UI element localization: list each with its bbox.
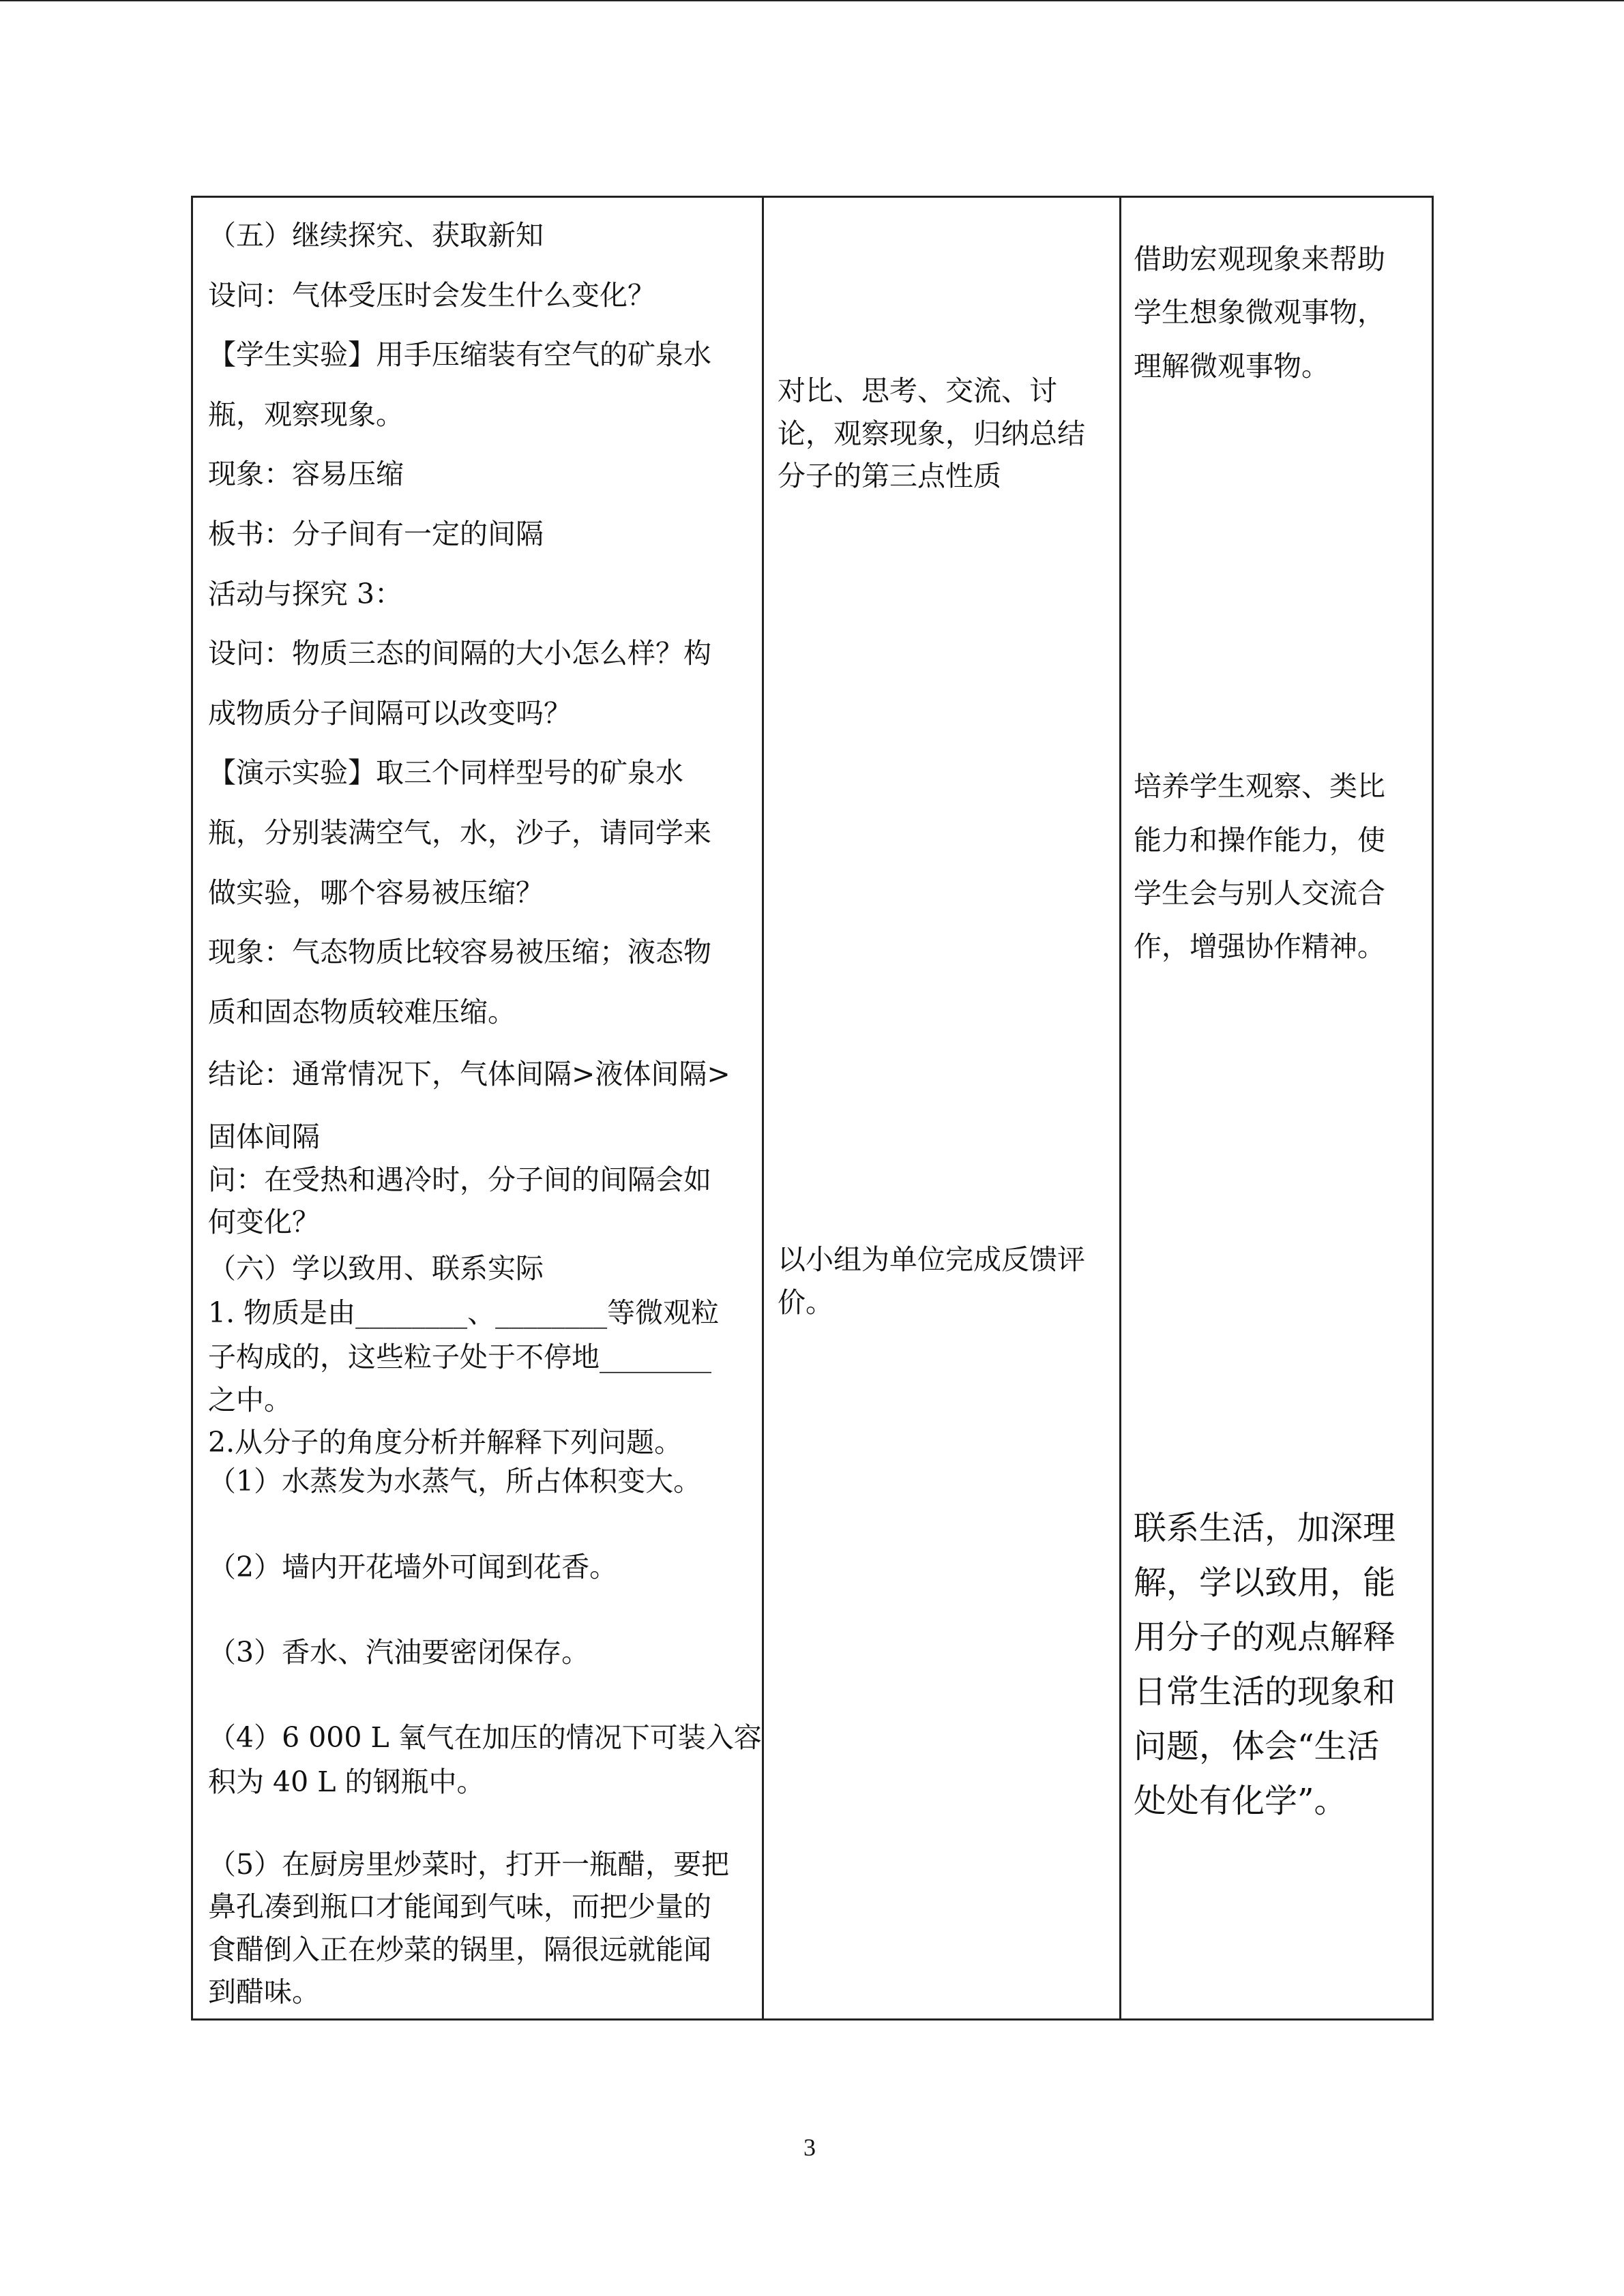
col1-line: （六）学以致用、联系实际	[208, 1252, 544, 1285]
col3-line: 问题，体会“生活	[1134, 1727, 1380, 1765]
col3-line: 能力和操作能力，使	[1134, 824, 1385, 856]
col2-line: 以小组为单位完成反馈评	[778, 1243, 1085, 1276]
col2-line: 价。	[778, 1286, 833, 1319]
col1-line: （5）在厨房里炒菜时，打开一瓶醋，要把	[208, 1848, 730, 1881]
col1-line: （五）继续探究、获取新知	[208, 219, 544, 252]
col3-line: 培养学生观察、类比	[1134, 770, 1385, 803]
column-divider-2	[1119, 198, 1121, 2018]
col2-line: 论，观察现象，归纳总结	[778, 417, 1085, 450]
col1-line: 活动与探究 3：	[208, 578, 403, 610]
col1-line: 【学生实验】用手压缩装有空气的矿泉水	[208, 338, 711, 371]
col1-line: 到醋味。	[208, 1976, 320, 2008]
col1-line: 瓶，观察现象。	[208, 398, 404, 431]
col1-line: 现象：容易压缩	[208, 458, 404, 490]
col3-line: 用分子的观点解释	[1134, 1618, 1396, 1656]
col1-line: 之中。	[208, 1384, 292, 1416]
col1-line: 设问：物质三态的间隔的大小怎么样？构	[208, 637, 711, 670]
col1-line: 固体间隔	[208, 1120, 320, 1153]
col1-line: 食醋倒入正在炒菜的锅里，隔很远就能闻	[208, 1933, 711, 1966]
col3-line: 学生想象微观事物，	[1134, 296, 1385, 329]
col3-line: 作，增强协作精神。	[1134, 930, 1385, 963]
col1-line: 结论：通常情况下，气体间隔>液体间隔>	[208, 1058, 730, 1090]
col2-line: 对比、思考、交流、讨	[778, 374, 1057, 407]
col1-line: 做实验，哪个容易被压缩？	[208, 876, 544, 909]
col2-line: 分子的第三点性质	[778, 460, 1001, 492]
col1-line: （4）6 000 L 氧气在加压的情况下可装入容	[208, 1721, 762, 1754]
col1-line: 问：在受热和遇冷时，分子间的间隔会如	[208, 1163, 711, 1196]
col3-line: 理解微观事物。	[1134, 350, 1329, 383]
col1-line: 设问：气体受压时会发生什么变化？	[208, 279, 655, 312]
col3-line: 解，学以致用，能	[1134, 1564, 1396, 1602]
col3-line: 日常生活的现象和	[1134, 1673, 1396, 1711]
col1-line: 成物质分子间隔可以改变吗？	[208, 697, 572, 730]
col1-line: 质和固态物质较难压缩。	[208, 996, 516, 1028]
col3-line: 借助宏观现象来帮助	[1134, 243, 1385, 275]
col1-line: （1）水蒸发为水蒸气，所占体积变大。	[208, 1465, 702, 1497]
col1-line: 现象：气态物质比较容易被压缩；液态物	[208, 936, 711, 968]
col1-line: 【演示实验】取三个同样型号的矿泉水	[208, 756, 683, 789]
col1-line: 1. 物质是由________、________等微观粒	[208, 1296, 720, 1329]
col1-line: 板书：分子间有一定的间隔	[208, 518, 544, 550]
top-border-line	[0, 0, 1624, 1]
page-number: 3	[803, 2134, 816, 2161]
col3-line: 处处有化学”。	[1134, 1782, 1347, 1820]
col1-line: 积为 40 L 的钢瓶中。	[208, 1765, 485, 1798]
col3-line: 联系生活，加深理	[1134, 1509, 1396, 1547]
col1-line: 鼻孔凑到瓶口才能闻到气味，而把少量的	[208, 1890, 711, 1923]
col1-line: （3）香水、汽油要密闭保存。	[208, 1636, 590, 1669]
col1-line: 何变化？	[208, 1206, 320, 1238]
column-divider-1	[762, 198, 764, 2018]
col1-line: 瓶，分别装满空气，水，沙子，请同学来	[208, 816, 711, 849]
col1-line: 2.从分子的角度分析并解释下列问题。	[208, 1426, 683, 1459]
col1-line: （2）墙内开花墙外可闻到花香。	[208, 1551, 618, 1583]
col1-line: 子构成的，这些粒子处于不停地________	[208, 1341, 711, 1373]
col3-line: 学生会与别人交流合	[1134, 877, 1385, 910]
